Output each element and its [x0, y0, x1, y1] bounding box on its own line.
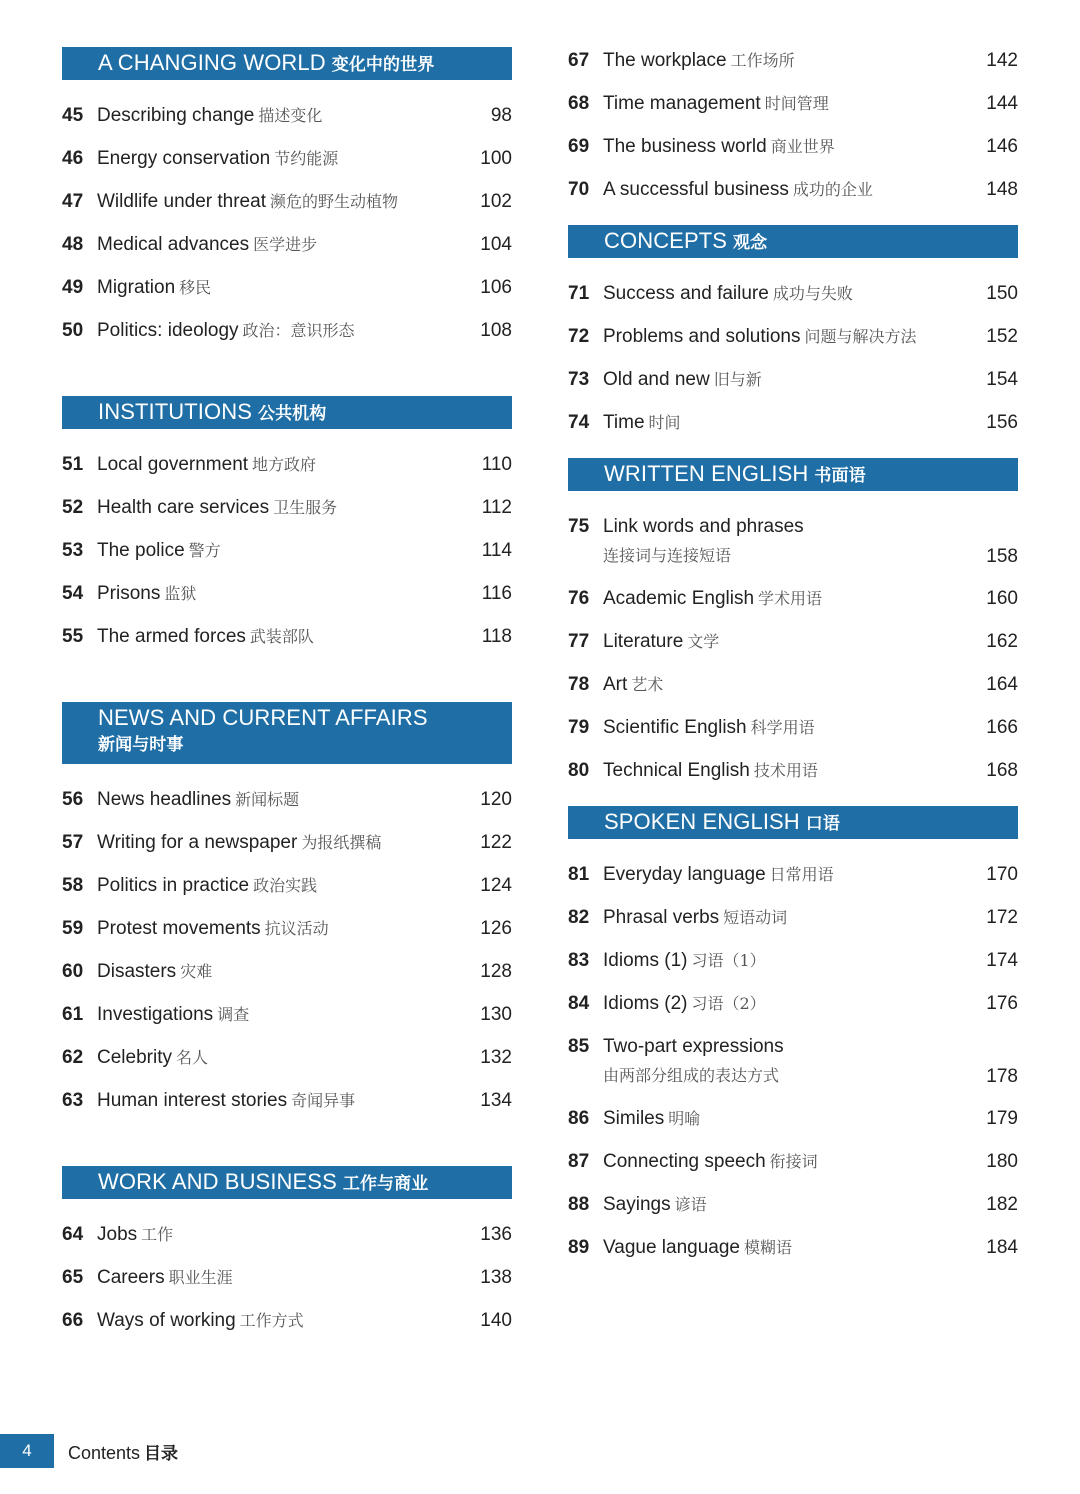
toc-entry-78[interactable]: 78 Art 艺术 164 [568, 674, 1018, 695]
toc-entry-70[interactable]: 70 A successful business 成功的企业 148 [568, 179, 1018, 200]
toc-entry-85[interactable]: 85 Two-part expressions 由两部分组成的表达方式 178 [568, 1036, 1018, 1087]
toc-entry-66[interactable]: 66 Ways of working 工作方式 140 [62, 1310, 512, 1331]
contents-column-right [568, 47, 1018, 1277]
toc-entry-82[interactable]: 82 Phrasal verbs 短语动词 172 [568, 907, 1018, 928]
section-header-work-and-business: WORK AND BUSINESS 工作与商业 [62, 1166, 512, 1199]
toc-entry-65[interactable]: 65 Careers 职业生涯 138 [62, 1267, 512, 1288]
toc-entry-57[interactable]: 57 Writing for a newspaper 为报纸撰稿 122 [62, 832, 512, 853]
toc-entry-87[interactable]: 87 Connecting speech 衔接词 180 [568, 1151, 1018, 1172]
toc-entry-52[interactable]: 52 Health care services 卫生服务 112 [62, 497, 512, 518]
toc-entry-89[interactable]: 89 Vague language 模糊语 184 [568, 1237, 1018, 1258]
toc-entry-61[interactable]: 61 Investigations 调查 130 [62, 1004, 512, 1025]
toc-entry-49[interactable]: 49 Migration 移民 106 [62, 277, 512, 298]
toc-entry-68[interactable]: 68 Time management 时间管理 144 [568, 93, 1018, 114]
toc-entry-58[interactable]: 58 Politics in practice 政治实践 124 [62, 875, 512, 896]
toc-entry-76[interactable]: 76 Academic English 学术用语 160 [568, 588, 1018, 609]
toc-entry-75[interactable]: 75 Link words and phrases 连接词与连接短语 158 [568, 516, 1018, 567]
section-header-written-english: WRITTEN ENGLISH 书面语 [568, 458, 1018, 491]
toc-entry-72[interactable]: 72 Problems and solutions 问题与解决方法 152 [568, 326, 1018, 347]
toc-entry-53[interactable]: 53 The police 警方 114 [62, 540, 512, 561]
toc-entry-67[interactable]: 67 The workplace 工作场所 142 [568, 50, 1018, 71]
toc-entry-84[interactable]: 84 Idioms (2) 习语（2） 176 [568, 993, 1018, 1014]
section-header-institutions: INSTITUTIONS 公共机构 [62, 396, 512, 429]
toc-entry-64[interactable]: 64 Jobs 工作 136 [62, 1224, 512, 1245]
toc-entry-73[interactable]: 73 Old and new 旧与新 154 [568, 369, 1018, 390]
page-number: 4 [0, 1434, 54, 1468]
toc-entry-69[interactable]: 69 The business world 商业世界 146 [568, 136, 1018, 157]
toc-entry-86[interactable]: 86 Similes 明喻 179 [568, 1108, 1018, 1129]
page-footer [0, 1434, 400, 1468]
toc-entry-48[interactable]: 48 Medical advances 医学进步 104 [62, 234, 512, 255]
toc-entry-51[interactable]: 51 Local government 地方政府 110 [62, 454, 512, 475]
toc-entry-56[interactable]: 56 News headlines 新闻标题 120 [62, 789, 512, 810]
toc-entry-54[interactable]: 54 Prisons 监狱 116 [62, 583, 512, 604]
contents-column-left [62, 47, 512, 1350]
toc-entry-46[interactable]: 46 Energy conservation 节约能源 100 [62, 148, 512, 169]
section-header-concepts: CONCEPTS 观念 [568, 225, 1018, 258]
footer-label: Contents 目录 [68, 1442, 179, 1463]
toc-entry-80[interactable]: 80 Technical English 技术用语 168 [568, 760, 1018, 781]
toc-entry-77[interactable]: 77 Literature 文学 162 [568, 631, 1018, 652]
toc-entry-81[interactable]: 81 Everyday language 日常用语 170 [568, 864, 1018, 885]
toc-entry-79[interactable]: 79 Scientific English 科学用语 166 [568, 717, 1018, 738]
toc-entry-88[interactable]: 88 Sayings 谚语 182 [568, 1194, 1018, 1215]
toc-entry-45[interactable]: 45 Describing change 描述变化 98 [62, 105, 512, 126]
toc-entry-74[interactable]: 74 Time 时间 156 [568, 412, 1018, 433]
toc-entry-71[interactable]: 71 Success and failure 成功与失败 150 [568, 283, 1018, 304]
toc-entry-59[interactable]: 59 Protest movements 抗议活动 126 [62, 918, 512, 939]
toc-entry-63[interactable]: 63 Human interest stories 奇闻异事 134 [62, 1090, 512, 1111]
toc-entry-60[interactable]: 60 Disasters 灾难 128 [62, 961, 512, 982]
section-header-spoken-english: SPOKEN ENGLISH 口语 [568, 806, 1018, 839]
section-header-news-and-current-affairs: NEWS AND CURRENT AFFAIRS 新闻与时事 [62, 702, 512, 764]
toc-entry-47[interactable]: 47 Wildlife under threat 濒危的野生动植物 102 [62, 191, 512, 212]
section-header-a-changing-world: A CHANGING WORLD 变化中的世界 [62, 47, 512, 80]
toc-entry-83[interactable]: 83 Idioms (1) 习语（1） 174 [568, 950, 1018, 971]
toc-entry-62[interactable]: 62 Celebrity 名人 132 [62, 1047, 512, 1068]
toc-entry-55[interactable]: 55 The armed forces 武装部队 118 [62, 626, 512, 647]
toc-entry-50[interactable]: 50 Politics: ideology 政治：意识形态 108 [62, 320, 512, 341]
